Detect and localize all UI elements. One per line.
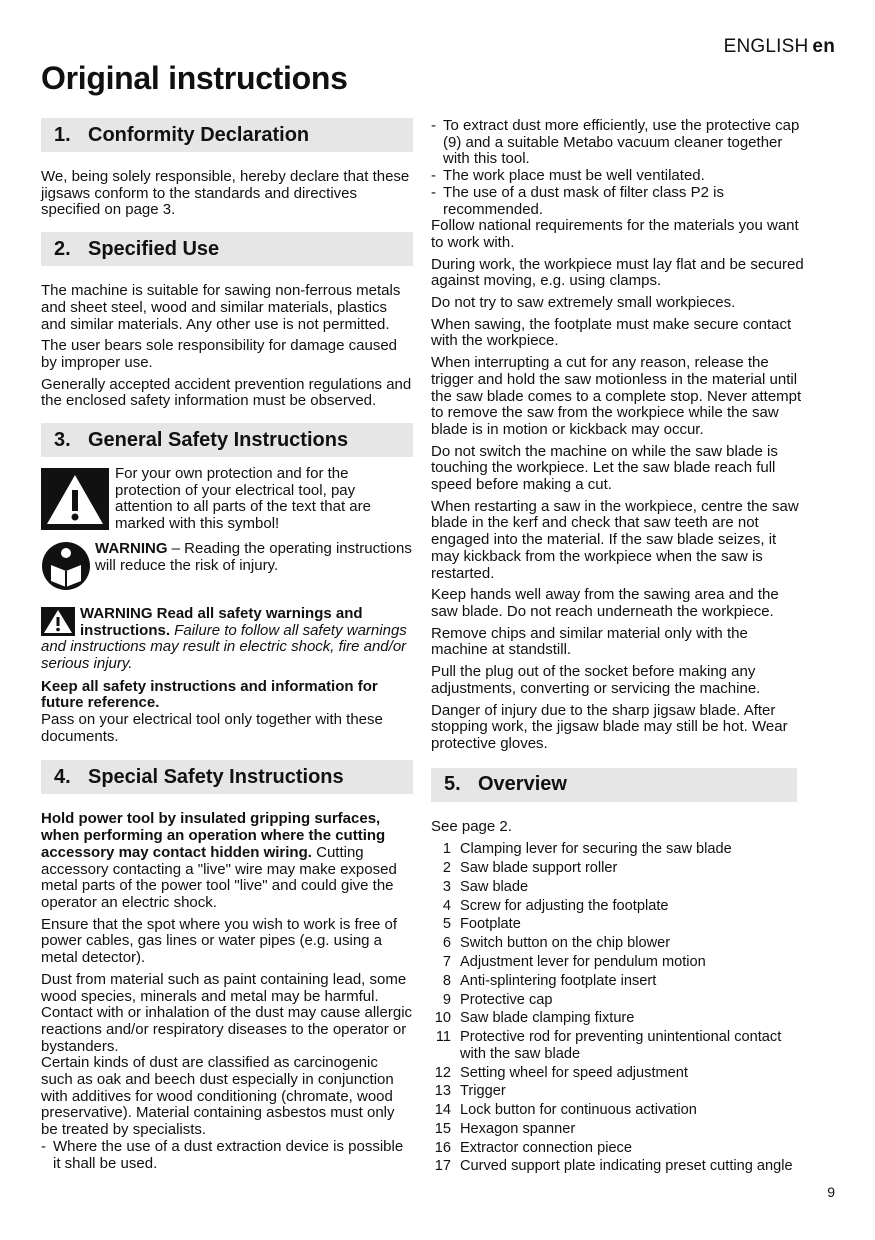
bullet-text: The use of a dust mask of filter class P2 is recommended. [443, 183, 724, 218]
item-number: 3 [442, 878, 451, 895]
conformity-paragraph: We, being solely responsible, hereby declare that these jigsaws conform to the standards and directives specified on page 3. [41, 168, 410, 219]
section-title: General Safety Instructions [88, 428, 349, 451]
overview-list [431, 841, 805, 1175]
page-title: Original instructions [41, 60, 348, 96]
item-number: 8 [442, 972, 451, 989]
list-item [431, 185, 805, 218]
dust-harm-paragraph: Dust from material such as paint containing lead, some wood species, minerals and metal may be harmful. Contact with or inhalation of the dust may cause allergic reactions and/or respiratory diseases to the operator or bystanders. [41, 970, 413, 1055]
section-title: Specified Use [88, 237, 220, 260]
insulated-surfaces-paragraph [41, 811, 413, 911]
item-number: 5 [442, 916, 451, 933]
list-item [431, 973, 805, 990]
item-text: Anti-splintering footplate insert [460, 972, 657, 989]
cables-paragraph: Ensure that the spot where you wish to work is free of power cables, gas lines or water pipes (e.g. using a metal detector). [41, 915, 398, 967]
keep-instructions-heading: Keep all safety instructions and information for future reference. [41, 677, 378, 712]
list-item [431, 1010, 805, 1027]
section-number: 4. [54, 766, 71, 789]
read-all-warnings [41, 606, 413, 673]
list-item [431, 118, 805, 168]
bullet-dash: - [431, 167, 436, 185]
item-text: Saw blade support roller [460, 860, 618, 877]
warning-triangle-icon [41, 468, 109, 530]
section-number: 2. [54, 237, 71, 260]
specified-use-paragraph: The machine is suitable for sawing non-ferrous metals and sheet steel, wood and similar materials, plastics and similar materials. Any other use is not permitted. [41, 282, 401, 333]
section-title: Overview [478, 773, 567, 796]
bullet-text: Where the use of a dust extraction device is possible it shall be used. [53, 1137, 404, 1172]
insulated-surfaces-text: Cutting accessory contacting a "live" wire may make exposed metal parts of the power tool "live" and could give the operator an electric shock. [41, 843, 397, 911]
list-item [431, 992, 805, 1009]
list-item [431, 841, 805, 858]
small-workpieces-paragraph: Do not try to saw extremely small workpieces. [431, 294, 736, 312]
pull-plug-paragraph: Pull the plug out of the socket before making any adjustments, converting or servicing the machine. [431, 663, 761, 697]
read-manual-warning [41, 541, 413, 591]
item-text: Trigger [460, 1083, 506, 1100]
language-code: en [812, 36, 835, 57]
item-number: 17 [434, 1158, 451, 1175]
bullet-dash: - [41, 1137, 46, 1155]
responsibility-paragraph: The user bears sole responsibility for damage caused by improper use. [41, 337, 398, 371]
restarting-paragraph: When restarting a saw in the workpiece, centre the saw blade in the kerf and check that saw teeth are not engaged into the material. If the saw blade seizes, it may kickback from the workpiece when the saw is restarted. [431, 497, 799, 582]
item-number: 7 [442, 954, 451, 970]
list-item [431, 1158, 805, 1175]
item-text: Curved support plate indicating preset cutting angle [460, 1158, 793, 1175]
language-header [724, 36, 835, 58]
item-text: Saw blade clamping fixture [460, 1010, 635, 1027]
symbol-notice-text: For your own protection and for the protection of your electrical tool, pay attention to all parts of the text that are marked with this symbol! [115, 465, 371, 533]
switch-on-paragraph: Do not switch the machine on while the saw blade is touching the workpiece. Let the saw blade reach full speed before making a cut. [431, 442, 778, 494]
item-text: Screw for adjusting the footplate [460, 897, 669, 914]
item-number: 13 [434, 1083, 451, 1100]
item-text: Setting wheel for speed adjustment [460, 1064, 688, 1081]
list-item [431, 954, 805, 971]
section-heading-specified-use [41, 232, 413, 266]
warning-triangle-small-icon [41, 607, 75, 636]
item-number: 15 [434, 1120, 451, 1137]
list-item [431, 1102, 805, 1119]
item-number: 10 [434, 1010, 451, 1027]
item-text: Protective cap [460, 991, 553, 1008]
section-number: 3. [54, 428, 71, 451]
footplate-contact-paragraph: When sawing, the footplate must make secure contact with the workpiece. [431, 315, 792, 350]
national-requirements-paragraph: Follow national requirements for the materials you want to work with. [431, 217, 799, 251]
item-text: Protective rod for preventing unintentional contact with the saw blade [460, 1029, 782, 1062]
overview-intro: See page 2. [431, 817, 512, 835]
list-item [431, 168, 805, 185]
language-label: ENGLISH [723, 36, 809, 57]
list-item [431, 879, 805, 896]
item-text: Saw blade [460, 878, 529, 895]
warning-label: WARNING [95, 539, 168, 557]
section-heading-conformity [41, 118, 413, 152]
list-item [431, 1083, 805, 1100]
list-item [431, 860, 805, 877]
page-number: 9 [827, 1184, 835, 1200]
hands-away-paragraph: Keep hands well away from the sawing area and the saw blade. Do not reach underneath the workpiece. [431, 586, 779, 620]
list-item [431, 935, 805, 952]
danger-injury-paragraph: Danger of injury due to the sharp jigsaw blade. After stopping work, the jigsaw blade may still be hot. Wear protective gloves. [431, 701, 788, 752]
section-number: 5. [444, 773, 461, 796]
item-number: 6 [442, 935, 451, 952]
item-text: Adjustment lever for pendulum motion [460, 954, 706, 970]
list-item [41, 1139, 413, 1172]
regulations-paragraph: Generally accepted accident prevention regulations and the enclosed safety information must be observed. [41, 375, 412, 410]
insulated-surfaces-bold: Hold power tool by insulated gripping surfaces, when performing an operation where the cutting accessory may contact hidden wiring. [41, 810, 386, 861]
item-number: 16 [434, 1139, 451, 1156]
section-heading-special-safety [41, 760, 413, 794]
remove-chips-paragraph: Remove chips and similar material only with the machine at standstill. [431, 624, 748, 659]
read-manual-icon [41, 541, 91, 591]
keep-instructions-text: Pass on your electrical tool only together with these documents. [41, 711, 383, 745]
section-heading-general-safety [41, 423, 413, 457]
warning-text: – Reading the operating instructions will reduce the risk of injury. [95, 539, 412, 574]
item-number: 4 [442, 897, 451, 914]
item-text: Switch button on the chip blower [460, 935, 671, 952]
left-column [41, 118, 413, 1172]
item-number: 2 [442, 860, 451, 877]
item-text: Footplate [460, 916, 521, 933]
warning-consequence: Failure to follow all safety warnings and instructions may result in electric shock, fire and/or serious injury. [41, 621, 407, 672]
item-number: 14 [434, 1102, 451, 1119]
item-text: Clamping lever for securing the saw blade [460, 841, 732, 858]
bullet-text: The work place must be well ventilated. [443, 167, 705, 185]
list-item [431, 1029, 805, 1062]
list-item [431, 898, 805, 915]
section-title: Conformity Declaration [88, 123, 310, 146]
list-item [431, 1121, 805, 1138]
warning-heading: WARNING Read all safety warnings and instructions. [80, 604, 363, 639]
item-text: Hexagon spanner [460, 1120, 576, 1137]
item-number: 1 [442, 841, 451, 858]
section-title: Special Safety Instructions [88, 766, 344, 789]
carcinogenic-paragraph: Certain kinds of dust are classified as carcinogenic such as oak and beech dust especially in conjunction with additives for wood conditioning (chromate, wood preservative). Material containing asbestos must only be treated by specialists. [41, 1054, 395, 1139]
right-column [431, 118, 805, 1177]
list-item [431, 1065, 805, 1082]
bullet-dash: - [431, 117, 436, 134]
section-heading-overview [431, 768, 797, 802]
item-number: 9 [442, 991, 451, 1008]
item-number: 11 [435, 1029, 451, 1046]
interrupting-cut-paragraph: When interrupting a cut for any reason, release the trigger and hold the saw motionless in the material until the saw blade comes to a complete stop. Never attempt to remove the saw from the workpiece while the saw blade is in motion or kickback may occur. [431, 354, 802, 438]
section-number: 1. [54, 123, 71, 146]
item-number: 12 [434, 1064, 451, 1081]
item-text: Extractor connection piece [460, 1139, 632, 1156]
list-item [431, 1140, 805, 1157]
bullet-text: To extract dust more efficiently, use the protective cap (9) and a suitable Metabo vacuum cleaner together with this tool. [443, 117, 800, 168]
workpiece-flat-paragraph: During work, the workpiece must lay flat and be secured against moving, e.g. using clamps. [431, 255, 804, 290]
symbol-notice [41, 466, 413, 533]
list-item [431, 916, 805, 933]
bullet-dash: - [431, 183, 436, 201]
item-text: Lock button for continuous activation [460, 1102, 697, 1119]
